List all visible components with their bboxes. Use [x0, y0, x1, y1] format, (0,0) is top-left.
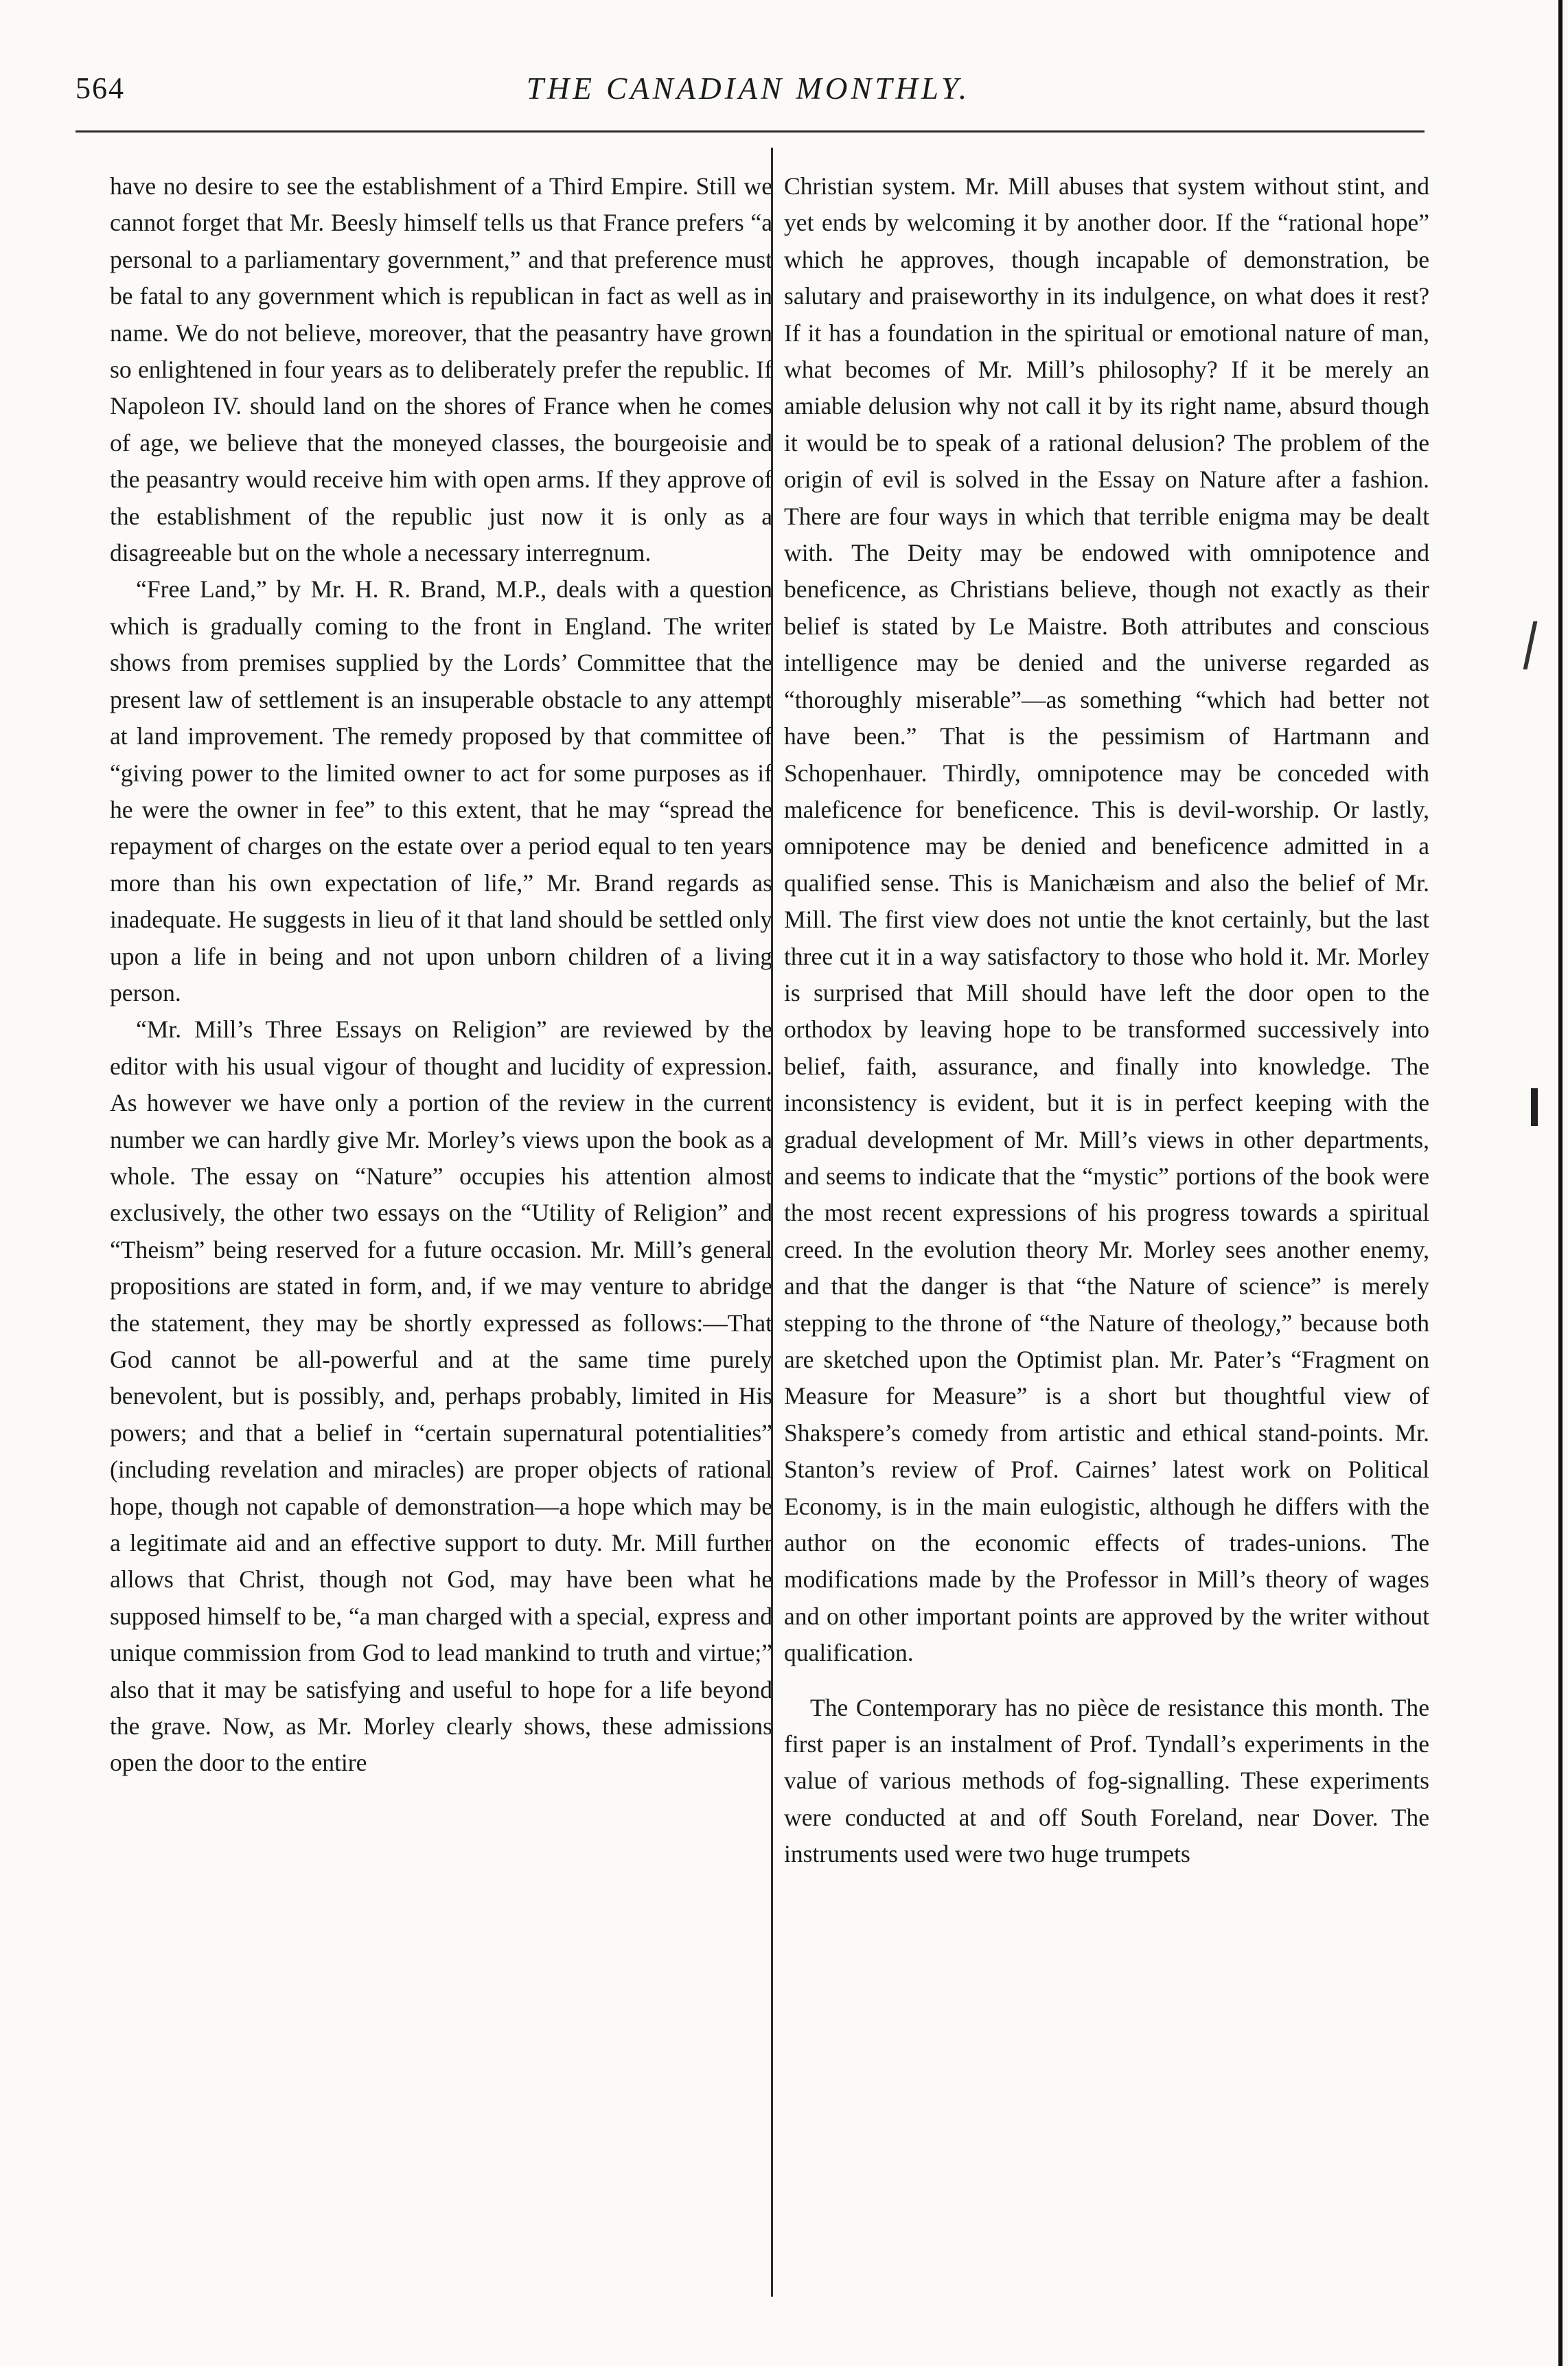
- header-rule: [76, 130, 1425, 133]
- margin-mark: [1531, 1088, 1538, 1126]
- running-title: THE CANADIAN MONTHLY.: [526, 71, 971, 106]
- page-number: 564: [76, 71, 125, 105]
- paragraph-third-empire: have no desire to see the establishment of a Third Empire. Still we cannot forget that Mr. Beesly himself tells us that France prefers “a personal to a parliamentary government,” and that preference must be fatal to any government which is republican in fact as well as in name. We do not believe, moreover, that the peasantry have grown so enlightened in four years as to deliberately prefer the republic. If Napoleon IV. should land on the shores of France when he comes of age, we believe that the moneyed classes, the bourgeoisie and the peasantry would receive him with open arms. If they approve of the establishment of the republic just now it is only as a disagreeable but on the whole a necessary interregnum.: [110, 172, 772, 567]
- left-column: [110, 168, 772, 1782]
- page-edge: [1558, 0, 1563, 2366]
- paragraph-free-land: “Free Land,” by Mr. H. R. Brand, M.P., deals with a question which is gradually coming to the front in England. The writer shows from premises supplied by the Lords’ Committee that the present law of settlement is an insuperable obstacle to any attempt at land improvement. The remedy proposed by that committee of “giving power to the limited owner to act for some purposes as if he were the owner in fee” to this extent, that he may “spread the repayment of charges on the estate over a period equal to ten years more than his own expectation of life,” Mr. Brand regards as inadequate. He suggests in lieu of it that land should be settled only upon a life in being and not upon unborn children of a living person.: [110, 575, 772, 1007]
- column-divider: [771, 148, 773, 2297]
- paragraph-mill-essays: “Mr. Mill’s Three Essays on Religion” are reviewed by the editor with his usual vigour of thought and lucidity of expression. As however we have only a portion of the review in the current number we can hardly give Mr. Morley’s views upon the book as a whole. The essay on “Nature” occupies his attention almost exclusively, the other two essays on the “Utility of Religion” and “Theism” being reserved for a future occasion. Mr. Mill’s general propositions are stated in form, and, if we may venture to abridge the statement, they may be shortly expressed as follows:—That God cannot be all-powerful and at the same time purely benevolent, but is possibly, and, perhaps probably, limited in His powers; and that a belief in “certain supernatural potentialities” (including revelation and miracles) are proper objects of rational hope, though not capable of demonstration—a hope which may be a legitimate aid and an effective support to duty. Mr. Mill further allows that Christ, though not God, may have been what he supposed himself to be, “a man charged with a special, express and unique commission from God to lead mankind to truth and virtue;” also that it may be satisfying and useful to hope for a life beyond the grave. Now, as Mr. Morley clearly shows, these admissions open the door to the entire: [110, 1015, 772, 1777]
- paragraph-contemporary: The Contemporary has no pièce de resistance this month. The first paper is an instalment of Prof. Tyndall’s experiments in the value of various methods of fog-signalling. These experiments were conducted at and off South Foreland, near Dover. The instruments used were two huge trumpets: [784, 1693, 1429, 1868]
- page-header: [76, 65, 1421, 127]
- right-column: [784, 168, 1429, 1873]
- margin-mark: [1523, 621, 1538, 669]
- paragraph-christian-system: Christian system. Mr. Mill abuses that system without stint, and yet ends by welcoming it by another door. If the “rational hope” which he approves, though incapable of demonstration, be salutary and praiseworthy in its indulgence, on what does it rest? If it has a foundation in the spiritual or emotional nature of man, what becomes of Mr. Mill’s philosophy? If it be merely an amiable delusion why not call it by its right name, absurd though it would be to speak of a rational delusion? The problem of the origin of evil is solved in the Essay on Nature after a fashion. There are four ways in which that terrible enigma may be dealt with. The Deity may be endowed with omnipotence and beneficence, as Christians believe, though not exactly as their belief is stated by Le Maistre. Both attributes and conscious intelligence may be denied and the universe regarded as “thoroughly miserable”—as something “which had better not have been.” That is the pessimism of Hartmann and Schopenhauer. Thirdly, omnipotence may be conceded with maleficence for beneficence. This is devil-worship. Or lastly, omnipotence may be denied and beneficence admitted in a qualified sense. This is Manichæism and also the belief of Mr. Mill. The first view does not untie the knot certainly, but the last three cut it in a way satisfactory to those who hold it. Mr. Morley is surprised that Mill should have left the door open to the orthodox by leaving hope to be transformed successively into belief, faith, assurance, and finally into knowledge. The inconsistency is evident, but it is in perfect keeping with the gradual development of Mr. Mill’s views in other departments, and seems to indicate that the “mystic” portions of the book were the most recent expressions of his progress towards a spiritual creed. In the evolution theory Mr. Morley sees another enemy, and that the danger is that “the Nature of science” is merely stepping to the throne of “the Nature of theology,” because both are sketched upon the Optimist plan. Mr. Pater’s “Fragment on Measure for Measure” is a short but thoughtful view of Shakspere’s comedy from artistic and ethical stand-points. Mr. Stanton’s review of Prof. Cairnes’ latest work on Political Economy, is in the main eulogistic, although he differs with the author on the economic effects of trades-unions. The modifications made by the Professor in Mill’s theory of wages and on other important points are approved by the writer without qualification.: [784, 172, 1429, 1667]
